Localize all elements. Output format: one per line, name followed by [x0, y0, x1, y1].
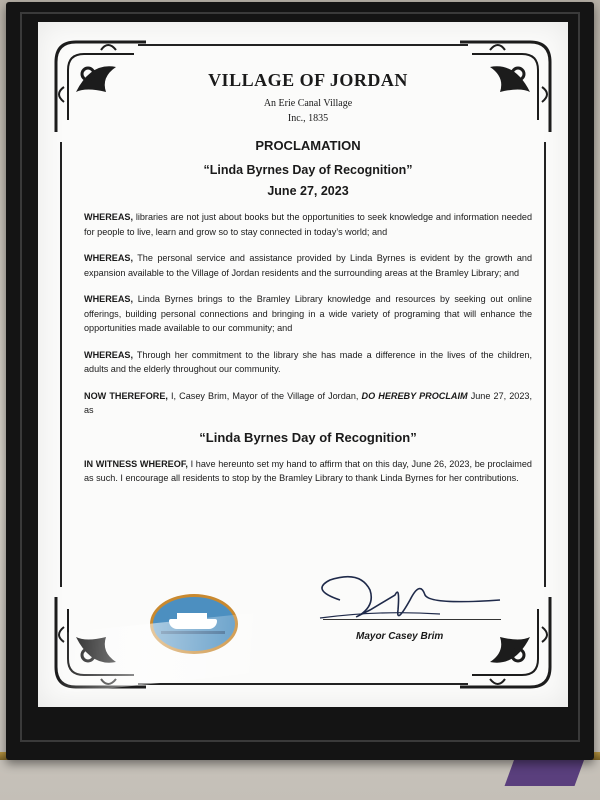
whereas-text: libraries are not just about books but the opportunities to seek knowledge and information needed for people to live, learn and grow so to stay connected in today’s world; and — [84, 212, 532, 237]
now-therefore-label: NOW THEREFORE, — [84, 390, 168, 401]
picture-frame — [6, 2, 594, 760]
border-line-top — [138, 44, 468, 46]
village-title: VILLAGE OF JORDAN — [208, 70, 408, 90]
whereas-label: WHEREAS, — [84, 349, 134, 360]
witness-text: I have hereunto set my hand to affirm that on this day, June 26, 2023, be proclaimed as such. I encourage all residents to stop by the Bramley Library to thank Linda Byrnes for her contributions. — [84, 458, 532, 483]
closing-recognition-title: “Linda Byrnes Day of Recognition” — [199, 429, 417, 445]
proclaim-text: DO HEREBY PROCLAIM — [361, 390, 468, 401]
whereas-text: Linda Byrnes brings to the Bramley Library knowledge and resources by seeking out online offerings, building personal connections and bringing in a wide variety of programing that will enhance the opportunities made available to our community; and — [84, 294, 532, 333]
whereas-paragraph — [84, 348, 532, 377]
witness-label: IN WITNESS WHEREOF, — [84, 458, 188, 469]
signature-line — [323, 619, 501, 620]
proclamation-document — [38, 22, 568, 707]
whereas-label: WHEREAS, — [84, 212, 134, 222]
mayor-name: Mayor Casey Brim — [356, 631, 444, 642]
whereas-paragraph — [84, 251, 532, 280]
incorporation-year: Inc., 1835 — [287, 113, 329, 124]
border-line-bottom — [138, 683, 468, 685]
proclamation-heading: PROCLAMATION — [255, 138, 361, 153]
now-therefore-paragraph — [84, 389, 532, 418]
whereas-label: WHEREAS, — [84, 253, 134, 263]
now-therefore-text: I, Casey Brim, Mayor of the Village of Jordan, — [167, 390, 362, 401]
handwritten-signature-icon — [300, 570, 510, 630]
witness-paragraph — [84, 457, 532, 486]
recognition-date: June 27, 2023 — [267, 184, 349, 198]
border-line-right — [544, 142, 546, 587]
whereas-label: WHEREAS, — [84, 294, 134, 304]
border-line-left — [60, 142, 62, 587]
whereas-text: The personal service and assistance provided by Linda Byrnes is evident by the growth and expansion available to the Village of Jordan residents and the surrounding areas at the Bramley Library; and — [84, 253, 532, 278]
whereas-paragraph — [84, 292, 532, 336]
purple-cloth — [505, 756, 586, 786]
whereas-text: Through her commitment to the library she has made a difference in the lives of the children, adults and the elderly throughout our community. — [84, 349, 532, 374]
whereas-paragraph — [84, 210, 532, 239]
document-body — [84, 70, 532, 495]
now-therefore-date: June 27, 2023, as — [84, 390, 533, 415]
recognition-title: “Linda Byrnes Day of Recognition” — [203, 163, 413, 177]
village-subtitle: An Erie Canal Village — [263, 98, 353, 109]
